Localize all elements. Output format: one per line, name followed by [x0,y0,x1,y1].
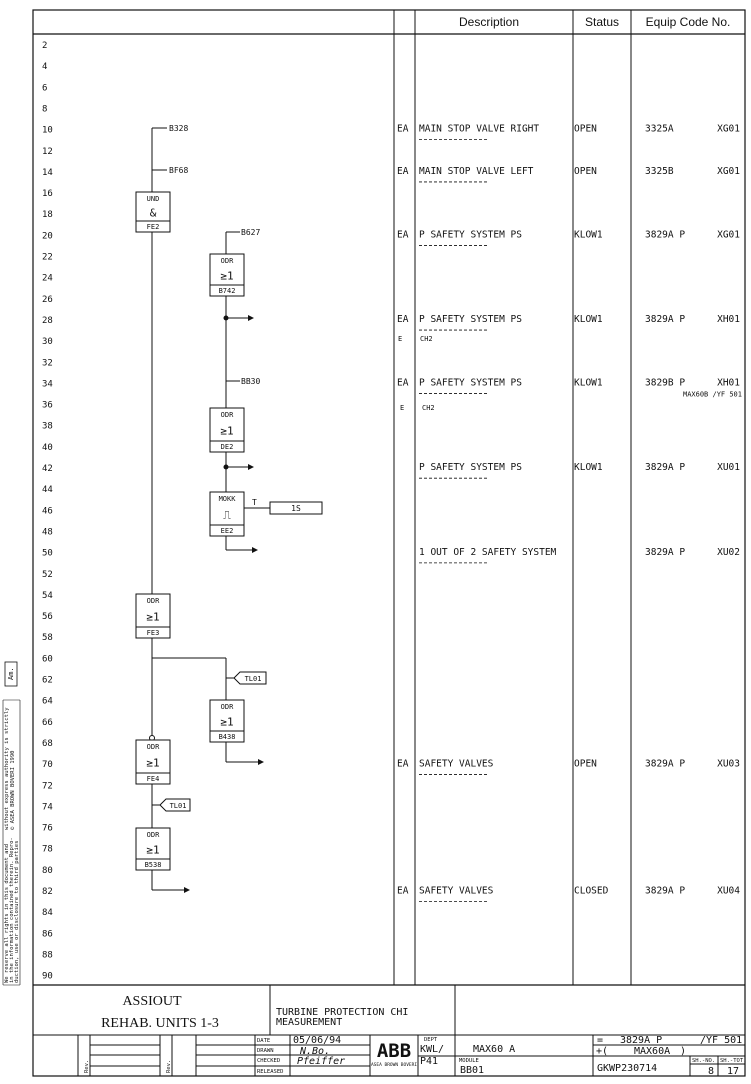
document-number: GKWP230714 [597,1063,658,1074]
row-number: 46 [42,506,53,517]
entry-code: 3829B P [645,377,686,389]
entry-description: 1 OUT OF 2 SAFETY SYSTEM [419,546,557,558]
project-name: ASSIOUT [122,994,182,1009]
row-number: 2 [42,41,48,51]
entry-suffix: XG01 [717,123,740,135]
row-number: 42 [42,464,53,474]
margin-line-1: We reserve all rights in this document and [4,843,10,983]
drawing-title-1: TURBINE PROTECTION CHI [276,1007,409,1018]
ref-2: MAX60A [634,1046,671,1057]
row-number: 62 [42,675,53,686]
rev-label-2: Rev. [166,1059,172,1073]
entry-code: 3325B [645,165,674,177]
row-number: 26 [42,294,53,305]
checked-label: CHECKED [257,1058,281,1064]
entry-suffix: XU04 [717,885,740,897]
row-number: 56 [42,612,53,623]
entry-description: P SAFETY SYSTEM PS [419,377,522,389]
signal-bb30: BB30 [241,377,261,386]
row-number: 24 [42,273,53,284]
row-number: 6 [42,83,48,94]
sheet-total-label: SH.-TOT. [720,1058,747,1064]
block-symbol: ≥1 [146,843,160,857]
block-type: ODR [220,703,234,711]
ref-eq: = [597,1035,604,1046]
entry-suffix: XG01 [717,165,740,177]
entry-code: 3829A P [645,885,686,897]
drawing-title-2: MEASUREMENT [276,1017,343,1028]
signal-b328: B328 [169,124,189,133]
entry-row [419,462,740,478]
signal-b627: B627 [241,228,261,237]
block-type: ODR [220,411,234,419]
entry-status: KLOW1 [574,377,603,389]
module-value: BB01 [460,1065,485,1076]
block-id: B538 [144,861,162,869]
block-symbol: ≥1 [220,715,234,729]
margin-line-5: © ASEA BROWN BOVERI 1990 [10,750,16,830]
subnote-ch2-1: CH2 [420,335,433,343]
row-number: 22 [42,252,53,263]
entry-code: 3829A P [645,229,686,241]
subnote-ch2-2: CH2 [422,404,435,412]
date-label: DATE [257,1038,271,1044]
entry-prefix: EA [397,758,409,770]
tag-tl01-a [234,672,266,684]
timer-value: 1S [291,504,301,513]
entry-suffix: XU03 [717,758,740,770]
entry-status: KLOW1 [574,462,603,474]
block-symbol: ≥1 [220,424,234,438]
logic-block-b742 [210,254,244,296]
entry-note: MAX60B /YF 501 [682,390,742,399]
row-number: 58 [42,633,53,644]
row-number: 38 [42,421,53,432]
row-number: 72 [42,781,53,792]
entry-row [397,314,740,330]
signal-t: T [252,498,257,507]
row-number: 40 [42,442,53,453]
system-name: MAX60 A [473,1044,516,1055]
entry-suffix: XH01 [717,314,740,326]
row-number: 76 [42,823,53,834]
tag-tl01-b [160,799,190,811]
dept-label: DEPT [424,1037,438,1043]
row-number: 60 [42,654,53,665]
row-number: 86 [42,929,53,940]
row-number: 52 [42,569,53,580]
dept-value-2: P41 [420,1056,439,1067]
row-number: 44 [42,485,53,496]
entry-suffix: XH01 [717,377,740,389]
entry-description: P SAFETY SYSTEM PS [419,314,522,326]
entry-code: 3829A P [645,314,686,326]
released-label: RELEASED [257,1069,284,1075]
logic-block-fe4 [136,740,170,784]
row-number: 84 [42,908,53,919]
entry-row [397,378,742,399]
sheet-frame [33,10,745,1076]
entry-row [397,124,740,140]
entry-description: MAIN STOP VALVE LEFT [419,165,534,177]
entry-prefix: EA [397,885,409,897]
entry-row [397,758,740,774]
entry-code: 3325A [645,123,674,135]
row-number: 90 [42,971,53,982]
row-number: 64 [42,696,53,707]
row-number: 18 [42,210,53,221]
row-number: 82 [42,887,53,897]
header-description: Description [458,15,520,29]
entry-description: SAFETY VALVES [419,758,494,770]
row-number: 8 [42,104,48,115]
entry-code: 3829A P [645,758,686,770]
date-value: 05/06/94 [293,1035,342,1046]
abb-logo [371,1040,417,1068]
row-number: 36 [42,400,53,411]
margin-line-4: without express authority is strictly [4,707,10,830]
row-number: 68 [42,738,53,749]
ref-2b: ) [680,1046,687,1057]
logic-block-b538 [136,828,170,870]
row-number: 80 [42,865,53,876]
ref-1b: /YF 501 [700,1035,743,1046]
entry-code: 3829A P [645,462,686,474]
margin-line-2: in the information contained therein. Repro- [9,837,15,983]
row-number: 70 [42,760,53,771]
row-number: 20 [42,231,53,242]
sheet-number: 8 [707,1066,715,1077]
subnote-e-2: E [400,404,405,412]
sheet-no-label: SH.-NO. [692,1058,716,1064]
row-number: 16 [42,189,53,200]
row-number-column [42,41,53,982]
row-number: 10 [42,125,53,136]
row-number: 4 [42,62,48,73]
entry-prefix: EA [397,377,409,389]
entry-suffix: XU01 [717,462,740,474]
entry-prefix: EA [397,314,409,326]
subnote-e-1: E [398,335,403,343]
row-number: 78 [42,844,53,855]
checked-value: Pfeiffer [297,1056,346,1067]
row-number: 50 [42,548,53,559]
entry-prefix: EA [397,123,409,135]
block-id: B742 [218,287,236,295]
entry-code: 3829A P [645,546,686,558]
module-label: MODULE [459,1058,479,1064]
block-id: B438 [218,733,236,741]
entry-suffix: XG01 [717,229,740,241]
block-type: ODR [146,831,160,839]
block-symbol: ≥1 [146,610,160,624]
ref-1: 3829A P [620,1035,663,1046]
entry-status: OPEN [574,123,597,135]
entry-status: CLOSED [574,885,609,897]
block-id: EE2 [220,527,234,535]
svg-text:TL01: TL01 [169,802,187,810]
entry-description: SAFETY VALVES [419,885,494,897]
entry-description: MAIN STOP VALVE RIGHT [419,123,540,135]
logic-block-de2 [210,408,244,452]
header-status: Status [584,15,620,29]
block-symbol: ⎍ [223,508,231,522]
row-number: 28 [42,315,53,326]
margin-small: Am. [7,667,15,680]
entry-description: P SAFETY SYSTEM PS [419,229,522,241]
row-number: 48 [42,527,53,538]
row-number: 12 [42,146,53,157]
block-id: FE2 [146,223,160,231]
block-type: ODR [146,597,160,605]
logic-block-b438 [210,700,244,742]
row-number: 66 [42,717,53,728]
ref-plus: +( [596,1046,609,1057]
project-subtitle: REHAB. UNITS 1-3 [101,1016,219,1031]
logic-block-ee2 [210,492,244,536]
entry-suffix: XU02 [717,546,740,558]
signal-bf68: BF68 [169,166,189,175]
entry-status: KLOW1 [574,229,603,241]
entry-row [419,547,740,563]
margin-line-3: duction, use or disclosure to third parties [14,840,20,983]
entry-row [397,166,740,182]
sheet-total: 17 [726,1066,740,1077]
copyright-margin [3,662,20,985]
row-number: 34 [42,379,53,390]
block-id: FE3 [146,629,160,637]
block-type: MOKK [218,495,236,503]
row-number: 14 [42,167,53,178]
entry-description: P SAFETY SYSTEM PS [419,462,522,474]
header-equip-code: Equip Code No. [645,15,731,29]
block-id: FE4 [146,775,160,783]
svg-text:ASEA BROWN BOVERI: ASEA BROWN BOVERI [370,1063,418,1068]
entry-row [397,885,740,901]
row-number: 54 [42,590,53,601]
row-number: 74 [42,802,53,813]
block-symbol: ≥1 [220,269,234,283]
block-type: UND [146,195,160,203]
block-id: DE2 [220,443,234,451]
block-symbol: & [149,206,157,220]
row-number: 32 [42,358,53,369]
signal-entries [397,124,742,902]
drawn-value: N.Bo. [300,1046,331,1057]
row-number: 30 [42,337,53,348]
entry-status: OPEN [574,758,597,770]
entry-status: KLOW1 [574,314,603,326]
drawn-label: DRAWN [257,1048,274,1054]
entry-prefix: EA [397,165,409,177]
logic-block-fe3 [136,594,170,638]
block-symbol: ≥1 [146,756,160,770]
entry-prefix: EA [397,229,409,241]
svg-text:TL01: TL01 [244,675,262,683]
entry-status: OPEN [574,165,597,177]
block-type: ODR [146,743,160,751]
dept-value-1: KWL/ [420,1044,445,1055]
row-number: 88 [42,950,53,961]
svg-text:ABB: ABB [376,1040,412,1062]
entry-row [397,229,740,245]
logic-block-fe2 [136,192,170,232]
block-type: ODR [220,257,234,265]
rev-label-1: Rev. [84,1059,90,1073]
